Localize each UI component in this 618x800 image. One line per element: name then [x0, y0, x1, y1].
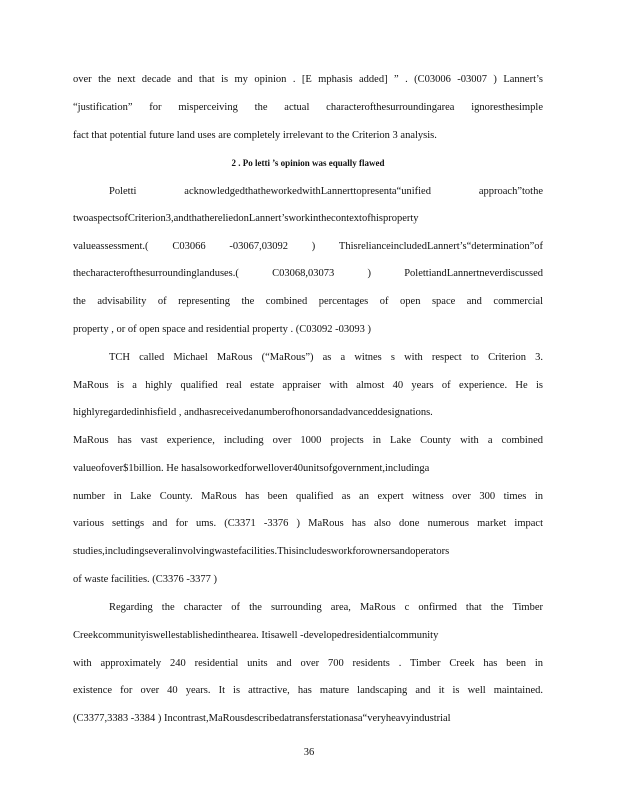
text-line: existence for over 40 years. It is attractive, has mature landscaping and it is well maintained. [73, 685, 543, 696]
text-line: various settings and for ums. (C3371 -3376 ) MaRous has also done numerous market impact [73, 518, 543, 529]
text-line: valueofover$1billion. He hasalsoworkedforwellover40unitsofgovernment,includinga [73, 463, 430, 474]
text-line: number in Lake County. MaRous has been qualified as an expert witness over 300 times in [73, 491, 543, 502]
text-line: thecharacterofthesurroundinglanduses.( C03068,03073 ) PolettiandLannertneverdiscussed [73, 268, 543, 279]
text-line: Poletti acknowledgedthatheworkedwithLannerttopresenta“unified approach”tothe [109, 186, 543, 197]
text-line: MaRous has vast experience, including over 1000 projects in Lake County with a combined [73, 435, 543, 446]
text-line: over the next decade and that is my opinion . [E mphasis added] ” . (C03006 -03007 ) Lannert’s [73, 74, 543, 85]
text-line: valueassessment.( C03066 -03067,03092 ) ThisrelianceincludedLannert’s“determination”of [73, 241, 543, 252]
text-line: with approximately 240 residential units and over 700 residents . Timber Creek has been in [73, 658, 543, 669]
page-number: 36 [303, 747, 315, 758]
section-heading: 2 . Po letti ’s opinion was equally flawed [231, 158, 385, 168]
text-line: fact that potential future land uses are completely irrelevant to the Criterion 3 analysis. [73, 130, 437, 141]
text-line: (C3377,3383 -3384 ) Incontrast,MaRousdescribedatransferstationasa“veryheavyindustrial [73, 713, 451, 724]
text-line: Creekcommunityiswellestablishedinthearea. Itisawell -developedresidentialcommunity [73, 630, 439, 641]
text-line: of waste facilities. (C3376 -3377 ) [73, 574, 218, 585]
text-line: TCH called Michael MaRous (“MaRous”) as a witnes s with respect to Criterion 3. [109, 352, 543, 363]
text-line: Regarding the character of the surrounding area, MaRous c onfirmed that the Timber [109, 602, 543, 613]
text-line: property , or of open space and residential property . (C03092 -03093 ) [73, 324, 371, 335]
text-line: highlyregardedinhisfield , andhasreceivedanumberofhonorsandadvanceddesignations. [73, 407, 433, 418]
text-line: the advisability of representing the combined percentages of open space and commercial [73, 296, 543, 307]
text-line: twoaspectsofCriterion3,andthathereliedonLannert’sworkinthecontextofhisproperty [73, 213, 419, 224]
text-line: “justification” for misperceiving the actual characterofthesurroundingarea ignoresthesimple [73, 102, 543, 113]
text-line: MaRous is a highly qualified real estate appraiser with almost 40 years of experience. He is [73, 380, 543, 391]
text-line: studies,includingseveralinvolvingwastefacilities.Thisincludesworkforownersandoperators [73, 546, 450, 557]
